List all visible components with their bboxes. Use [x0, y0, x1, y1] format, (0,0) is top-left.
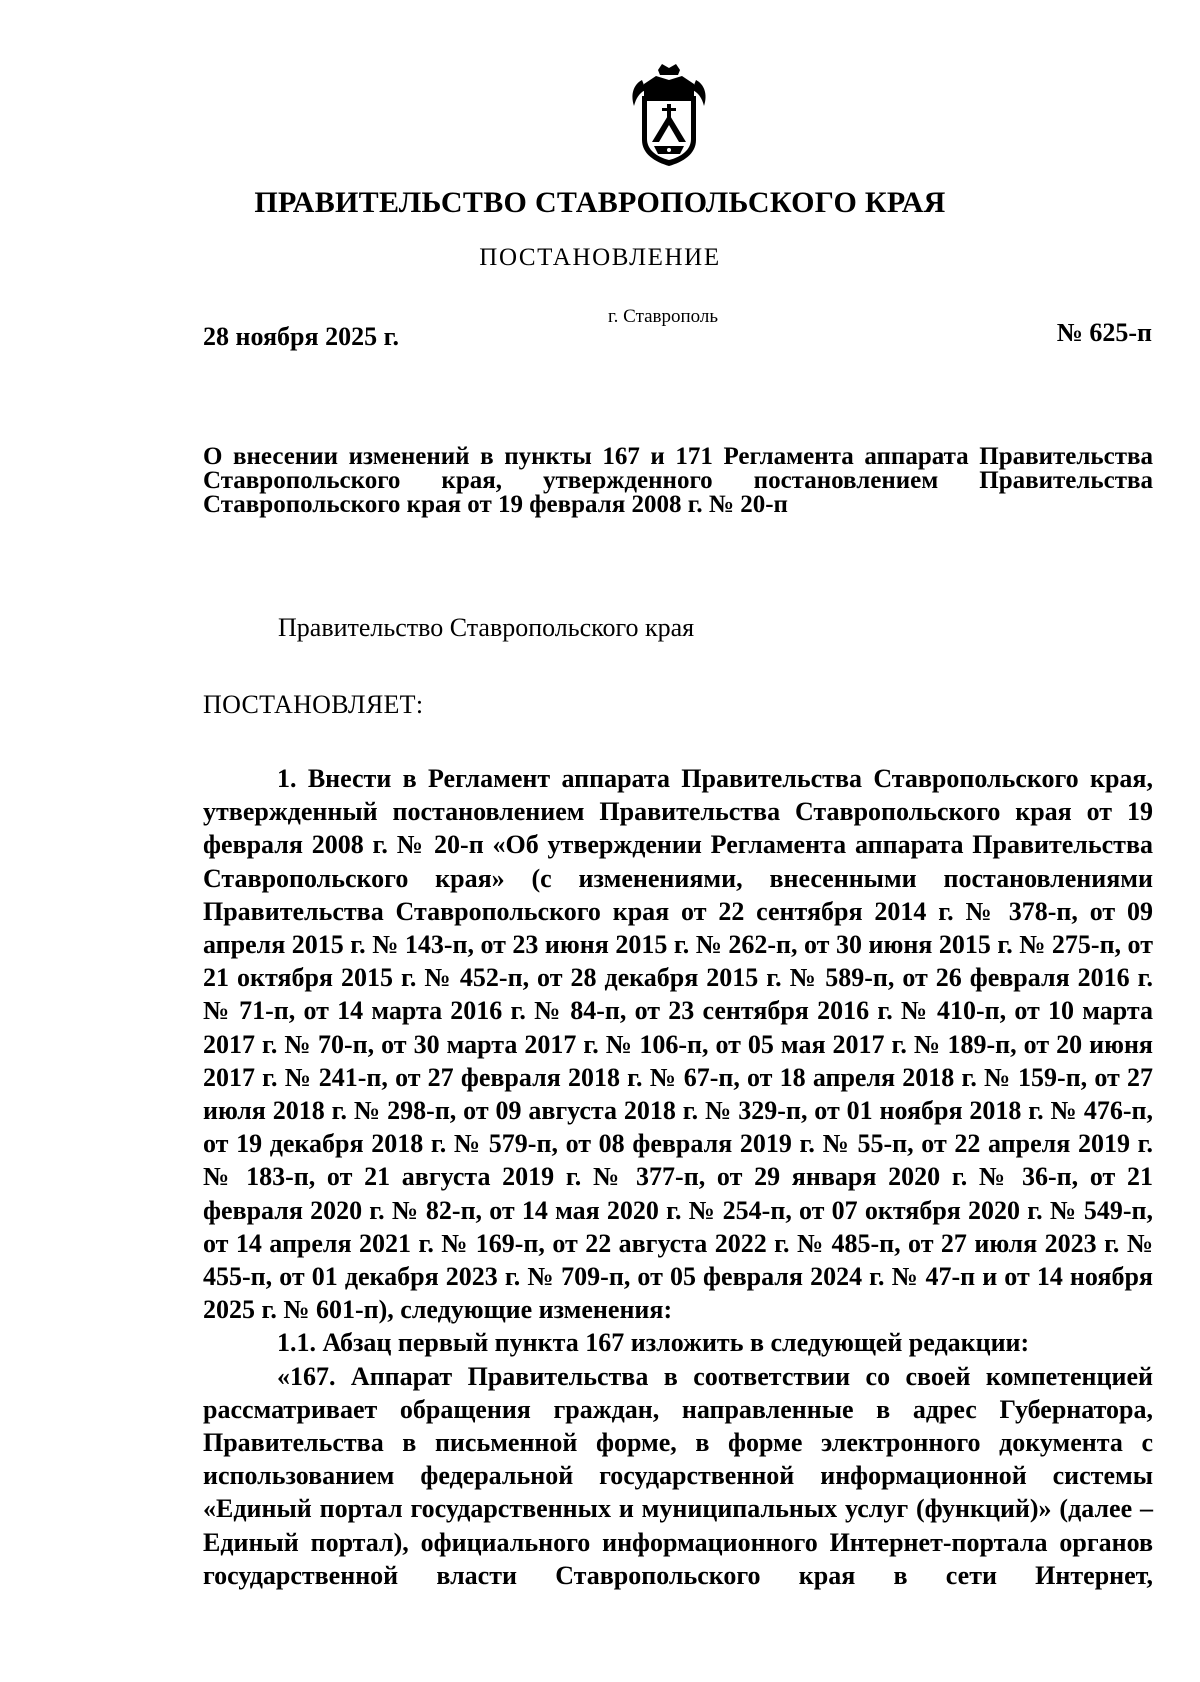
paragraph-1-1: 1.1. Абзац первый пункта 167 изложить в следующей редакции: [277, 1328, 1030, 1358]
document-number: № 625-п [1056, 318, 1152, 347]
document-type: ПОСТАНОВЛЕНИЕ [479, 244, 721, 271]
organization-title: ПРАВИТЕЛЬСТВО СТАВРОПОЛЬСКОГО КРАЯ [254, 186, 946, 219]
document-body [203, 762, 1153, 1592]
paragraph-1: 1. Внести в Регламент аппарата Правительства Ставропольского края, утвержденный постановлением Правительства Ставропольского края от 19 февраля 2008 г. № 20-п «Об утверждении Регламента аппарата Правительства Ставропольского края» (с изменениями, внесенными постановлениями Правительства Ставропольского края от 22 сентября 2014 г. № 378-п, от 09 апреля 2015 г. № 143-п, от 23 июня 2015 г. № 262-п, от 30 июня 2015 г. № 275-п, от 21 октября 2015 г. № 452-п, от 28 декабря 2015 г. № 589-п, от 26 февраля 2016 г. № 71-п, от 14 марта 2016 г. № 84-п, от 23 сентября 2016 г. № 410-п, от 10 марта 2017 г. № 70-п, от 30 марта 2017 г. № 106-п, от 05 мая 2017 г. № 189-п, от 20 июня 2017 г. № 241-п, от 27 февраля 2018 г. № 67-п, от 18 апреля 2018 г. № 159-п, от 27 июля 2018 г. № 298-п, от 09 августа 2018 г. № 329-п, от 01 ноября 2018 г. № 476-п, от 19 декабря 2018 г. № 579-п, от 08 февраля 2019 г. № 55-п, от 22 апреля 2019 г. № 183-п, от 21 августа 2019 г. № 377-п, от 29 января 2020 г. № 36-п, от 21 февраля 2020 г. № 82-п, от 14 мая 2020 г. № 254-п, от 07 октября 2020 г. № 549-п, от 14 апреля 2021 г. № 169-п, от 22 августа 2022 г. № 485-п, от 27 июля 2023 г. № 455-п, от 01 декабря 2023 г. № 709-п, от 05 февраля 2024 г. № 47-п и от 14 ноября 2025 г. № 601-п), следующие изменения: [203, 764, 1153, 1325]
paragraph-167: «167. Аппарат Правительства в соответствии со своей компетенцией рассматривает обращения граждан, направленные в адрес Губернатора, Правительства в письменной форме, в форме электронного документа с использованием федеральной государственной информационной системы «Единый портал государственных и муниципальных услуг (функций)» (далее – Единый портал), официального информационного Интернет-портала органов государственной власти Ставропольского края в сети Интернет, [203, 1361, 1153, 1590]
document-date: 28 ноября 2025 г. [203, 322, 399, 351]
document-city: г. Ставрополь [608, 306, 719, 327]
decree-heading: ПОСТАНОВЛЯЕТ: [203, 690, 424, 719]
document-subject: О внесении изменений в пункты 167 и 171 Регламента аппарата Правительства Ставропольского края, утвержденного постановлением Правительства Ставропольского края от 19 февраля 2008 г. № 20-п [203, 443, 1153, 518]
preamble: Правительство Ставропольского края [278, 613, 695, 642]
coat-of-arms-icon [628, 62, 710, 170]
